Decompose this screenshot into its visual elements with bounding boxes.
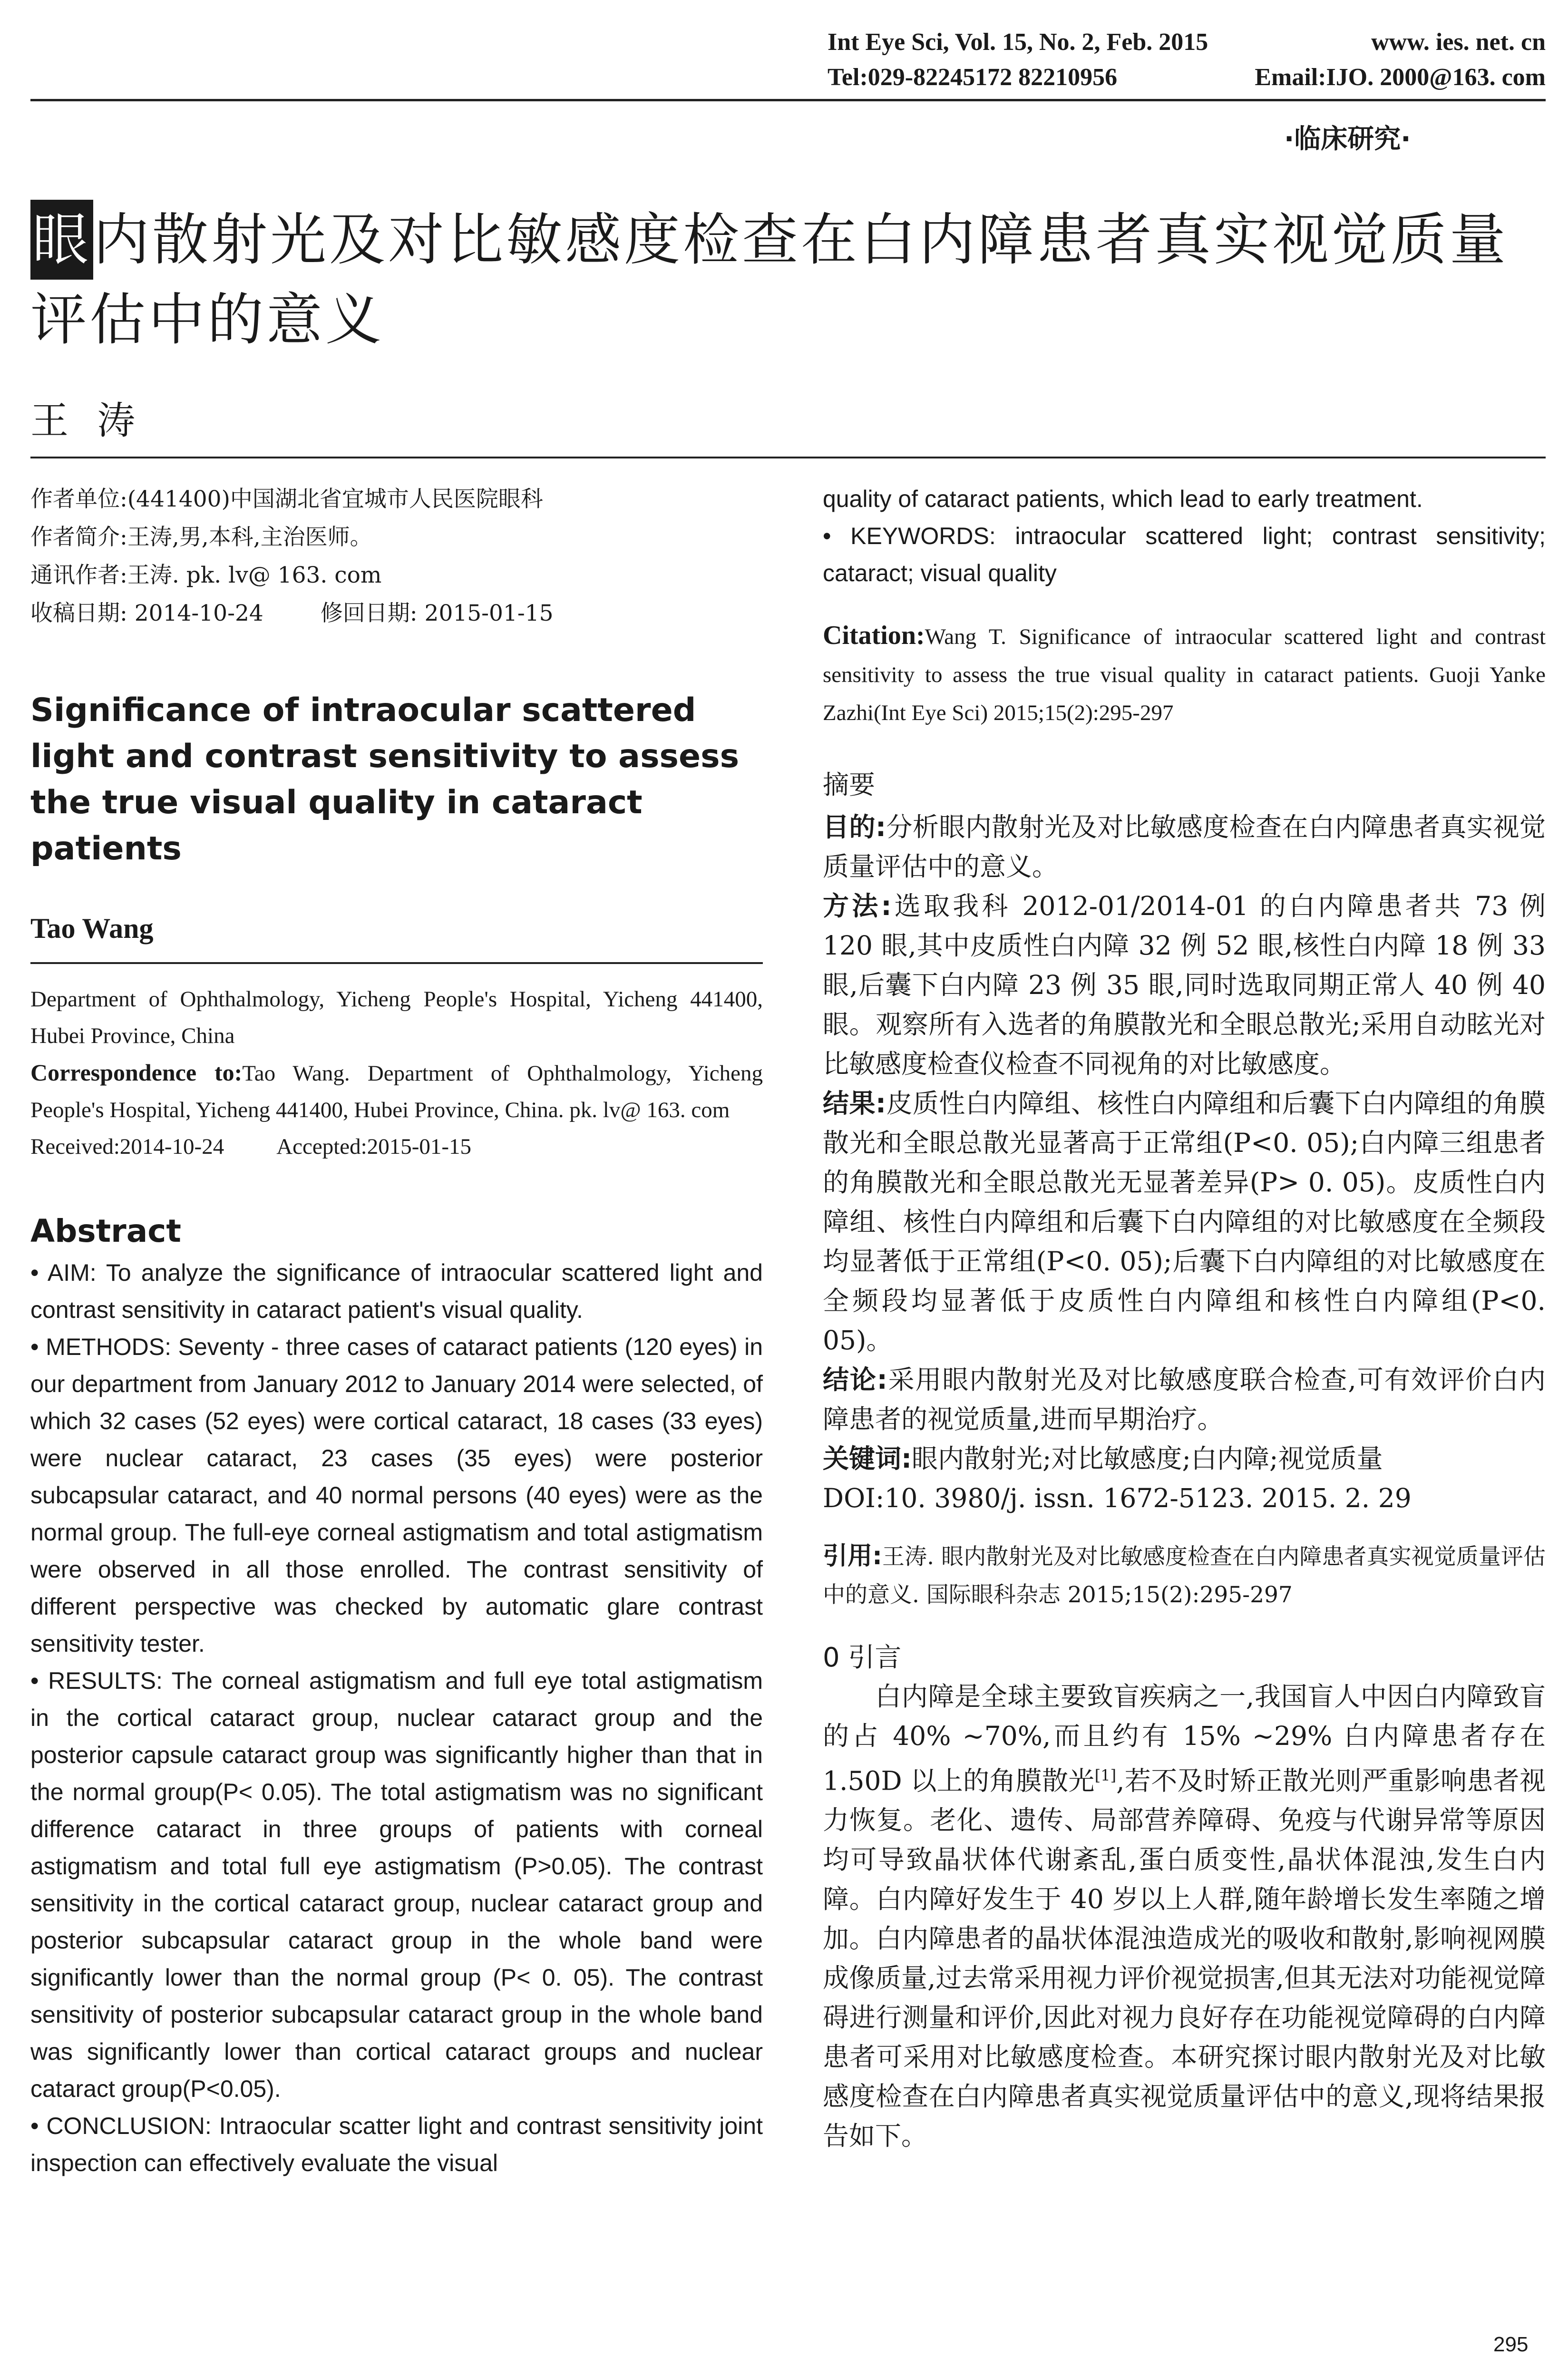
intro-text-b: ,若不及时矫正散光则严重影响患者视力恢复。老化、遗传、局部营养障碍、免疫与代谢异常等原因均可导致晶状体代谢紊乱,蛋白质变性,晶状体混浊,发生白内障。白内障好发生于 40 岁以上人群,随年龄增长发生率随之增加。白内障患者的晶状体混浊造成光的吸收和散射,影响视网膜成像质量,过去常采用视力评价视觉损害,但其无法对功能视觉障碍进行测量和评价,因此对视力良好存在功能视觉障碍的白内障患者可采用对比敏感度检查。本研究探讨眼内散射光及对比敏感度检查在白内障患者真实视觉质量评估中的意义,现将结果报告如下。 <box>823 1765 1546 2152</box>
meta-cn <box>30 480 763 633</box>
dates-cn <box>30 594 763 633</box>
revised-date-cn: 修回日期: 2015-01-15 <box>320 600 554 626</box>
corresponding-author: 通讯作者:王涛. pk. lv@ 163. com <box>30 562 382 588</box>
cn-results-text: 皮质性白内障组、核性白内障组和后囊下白内障组的角膜散光和全眼总散光显著高于正常组(P<0. 05);白内障三组患者的角膜散光和全眼总散光无显著差异(P> 0. 05)。皮质性白内障组、核性白内障组和后囊下白内障组的对比敏感度在全频段均显著低于正常组(P<0. 05);后囊下白内障组的对比敏感度在全频段均显著低于皮质性白内障组和核性白内障组(P<0. 05)。 <box>823 1088 1546 1355</box>
title-first-char: 眼 <box>30 200 93 280</box>
intro-heading: 0 引言 <box>823 1642 902 1673</box>
cn-methods-text: 选取我科 2012-01/2014-01 的白内障患者共 73 例 120 眼,其中皮质性白内障 32 例 52 眼,核性白内障 18 例 33 眼,后囊下白内障 23 例 35 眼,同时选取同期正常人 40 例 40 眼。观察所有入选者的角膜散光和全眼总散光;采用自动眩光对比敏感度检查仪检查不同视角的对比敏感度。 <box>823 891 1546 1079</box>
cn-methods-label: 方法: <box>823 891 892 921</box>
author-unit: 作者单位:(441400)中国湖北省宜城市人民医院眼科 <box>30 486 543 512</box>
intro-text-a: 白内障是全球主要致盲疾病之一,我国盲人中因白内障致盲的占 40% ~70%,而且约有 15% ~29% 白内障患者存在 1.50D 以上的角膜散光 <box>823 1681 1546 1796</box>
received-date-en: Received:2014-10-24 <box>30 1134 224 1159</box>
intro-reference: [1] <box>1094 1766 1117 1784</box>
journal-citation-line: Int Eye Sci, Vol. 15, No. 2, Feb. 2015 <box>828 29 1208 56</box>
title-rule <box>30 457 1546 458</box>
intro-paragraph <box>823 1677 1546 2156</box>
abstract-results: • RESULTS: The corneal astigmatism and full eye total astigmatism in the cortical cataract group, nuclear cataract group and the posterior capsule cataract group was significantly higher than that in the normal group(P< 0.05). The total astigmatism was no significant difference cataract in three groups of patients with corneal astigmatism and total full eye astigmatism (P>0.05). The contrast sensitivity in the cortical cataract group, nuclear cataract group and posterior subcapsular cataract group in the whole band were significantly lower than the normal group (P< 0. 05). The contrast sensitivity of posterior subcapsular cataract group in the whole band was significantly lower than cortical cataract groups and nuclear cataract group(P<0.05). <box>30 1667 763 2102</box>
abstract-aim: • AIM: To analyze the significance of intraocular scattered light and contrast sensitivity in cataract patient's visual quality. <box>30 1259 763 1323</box>
cn-keywords <box>823 1439 1546 1479</box>
dates-en <box>30 1129 763 1165</box>
affiliation-dept: Department of Ophthalmology, Yicheng People's Hospital, Yicheng 441400, Hubei Province, China <box>30 987 763 1048</box>
cn-aim-text: 分析眼内散射光及对比敏感度检查在白内障患者真实视觉质量评估中的意义。 <box>823 812 1546 882</box>
cn-conclusion <box>823 1360 1546 1439</box>
cn-results-label: 结果: <box>823 1088 886 1119</box>
citation-cn-text: 王涛. 眼内散射光及对比敏感度检查在白内障患者真实视觉质量评估中的意义. 国际眼科杂志 2015;15(2):295-297 <box>823 1544 1546 1608</box>
article-title-en: Significance of intraocular scattered light and contrast sensitivity to assess the true visual quality in cataract patients <box>30 692 740 867</box>
correspondence <box>30 1054 763 1129</box>
cn-results <box>823 1084 1546 1360</box>
cn-aim <box>823 808 1546 887</box>
author-name-cn: 王涛 <box>30 399 164 443</box>
journal-header <box>828 25 1546 95</box>
citation-en <box>823 616 1546 732</box>
correspondence-text: Tao Wang. Department of Ophthalmology, Yicheng People's Hospital, Yicheng 441400, Hubei Province, China. pk. lv@ 163. com <box>30 1061 763 1122</box>
citation-text: Wang T. Significance of intraocular scattered light and contrast sensitivity to assess the true visual quality in cataract patients. Guoji Yanke Zazhi(Int Eye Sci) 2015;15(2):295-297 <box>823 624 1546 725</box>
right-column <box>823 480 1546 2156</box>
cn-conclusion-label: 结论: <box>823 1364 887 1395</box>
abstract-conclusion: • CONCLUSION: Intraocular scatter light and contrast sensitivity joint inspection can effectively evaluate the visual <box>30 2113 763 2176</box>
cn-keywords-label: 关键词: <box>823 1443 912 1474</box>
cn-methods <box>823 887 1546 1084</box>
abstract-cn-heading: 摘要 <box>823 770 876 800</box>
correspondence-label: Correspondence to: <box>30 1059 243 1086</box>
page-number: 295 <box>1493 2333 1529 2356</box>
journal-tel: Tel:029-82245172 82210956 <box>828 64 1118 91</box>
cn-conclusion-text: 采用眼内散射光及对比敏感度联合检查,可有效评价白内障患者的视觉质量,进而早期治疗。 <box>823 1364 1546 1434</box>
citation-cn-label: 引用: <box>823 1542 882 1570</box>
affiliation <box>30 981 763 1165</box>
abstract-heading: Abstract <box>30 1213 181 1249</box>
journal-email: Email:IJO. 2000@163. com <box>1255 64 1546 91</box>
author-bio: 作者简介:王涛,男,本科,主治医师。 <box>30 524 372 550</box>
author-name-en: Tao Wang <box>30 913 154 944</box>
header-row-2 <box>828 60 1546 95</box>
left-column <box>30 480 763 2182</box>
cn-doi: DOI:10. 3980/j. issn. 1672-5123. 2015. 2. 29 <box>823 1483 1412 1513</box>
abstract-en <box>30 1254 763 2182</box>
title-rest: 内散射光及对比敏感度检查在白内障患者真实视觉质量评估中的意义 <box>30 207 1509 352</box>
abstract-keywords: • KEYWORDS: intraocular scattered light; contrast sensitivity; cataract; visual quality <box>823 523 1546 586</box>
journal-website: www. ies. net. cn <box>1371 29 1546 56</box>
section-tag: ·临床研究· <box>1284 124 1411 155</box>
abstract-conclusion-cont: quality of cataract patients, which lead to early treatment. <box>823 486 1423 512</box>
author-rule <box>30 962 763 964</box>
abstract-cn <box>823 765 1546 1518</box>
received-date-cn: 收稿日期: 2014-10-24 <box>30 600 263 626</box>
abstract-methods: • METHODS: Seventy - three cases of cataract patients (120 eyes) in our department from January 2012 to January 2014 were selected, of which 32 cases (52 eyes) were cortical cataract, 18 cases (33 eyes) were nuclear cataract, 23 cases (35 eyes) were posterior subcapsular cataract, and 40 normal persons (40 eyes) were as the normal group. The full-eye corneal astigmatism and total astigmatism were observed in all those enrolled. The contrast sensitivity of different perspective was checked by automatic glare contrast sensitivity tester. <box>30 1334 763 1657</box>
citation-cn <box>823 1537 1546 1614</box>
article-title-cn <box>30 200 1552 360</box>
accepted-date-en: Accepted:2015-01-15 <box>276 1134 472 1159</box>
header-rule <box>30 99 1546 101</box>
cn-aim-label: 目的: <box>823 812 886 842</box>
citation-label: Citation: <box>823 621 925 650</box>
header-row-1 <box>828 25 1546 60</box>
cn-keywords-text: 眼内散射光;对比敏感度;白内障;视觉质量 <box>912 1443 1383 1474</box>
